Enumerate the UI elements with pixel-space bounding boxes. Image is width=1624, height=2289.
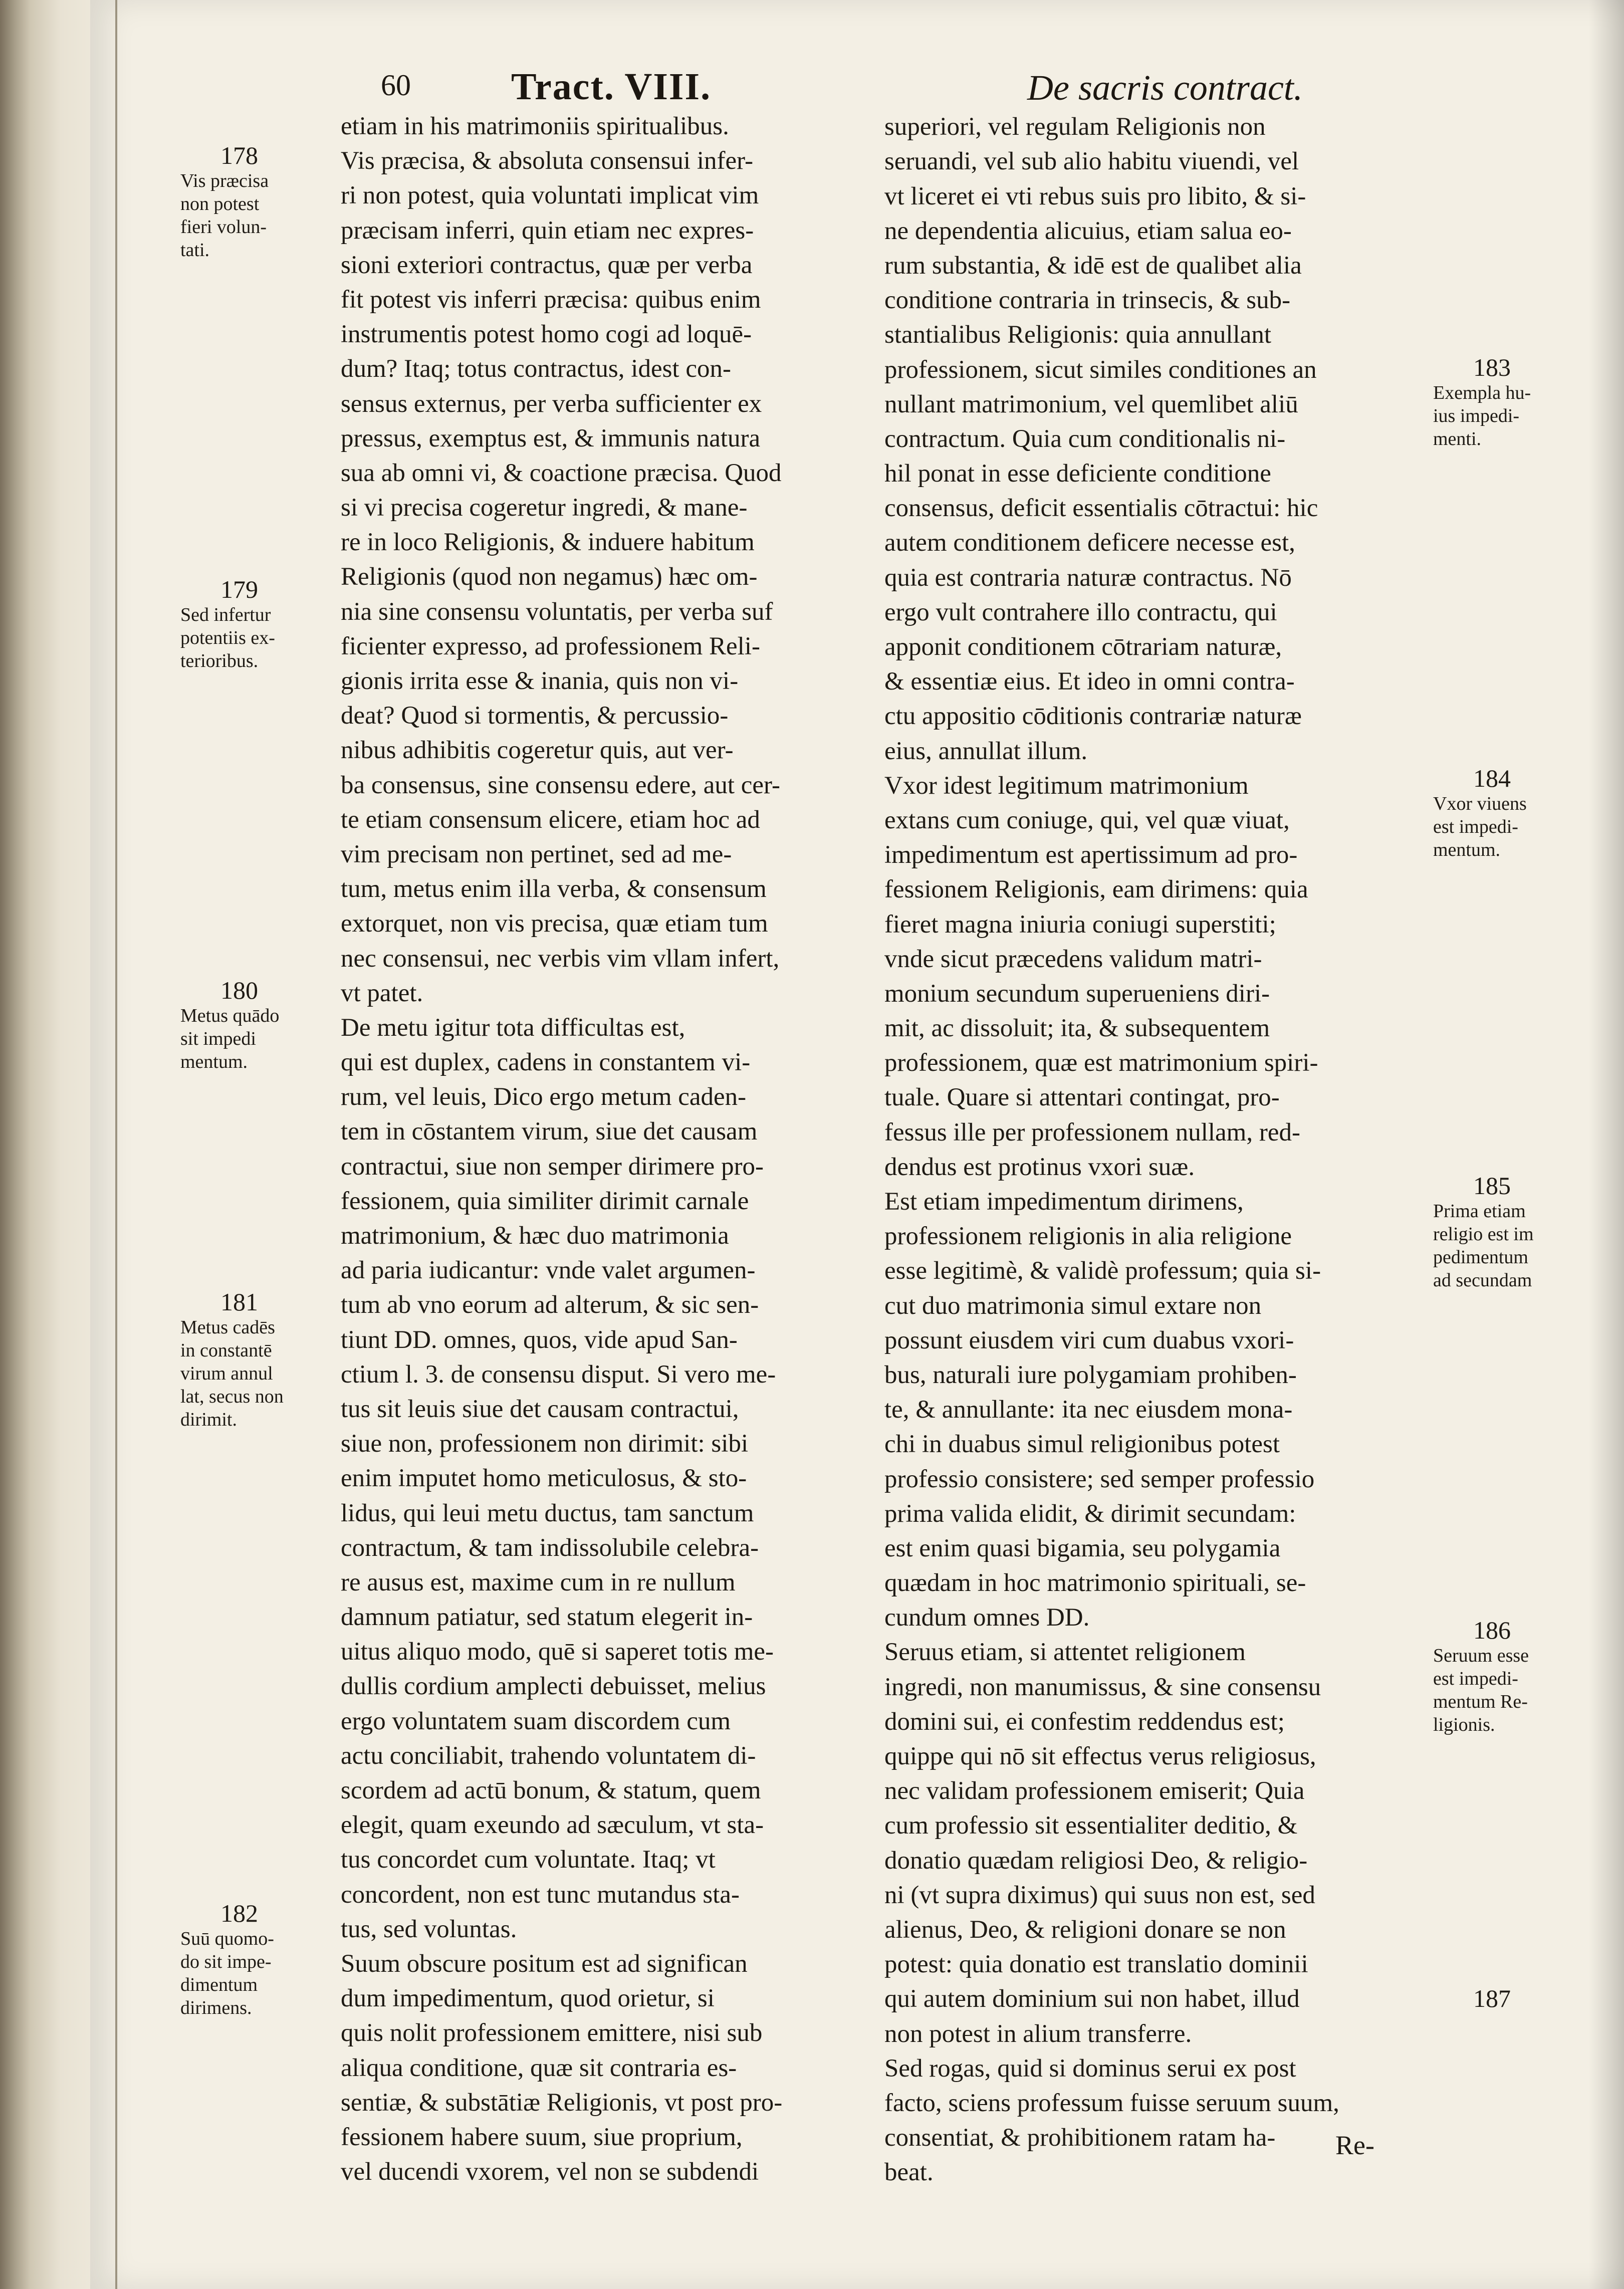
text-line: non potest in alium transferre. [884, 2019, 1192, 2048]
margin-note-180: 180 Metus quādo sit impedi mentum. [180, 976, 280, 1072]
text-line: nec consensui, nec verbis vim vllam infert, [341, 944, 780, 973]
margin-note-182: 182 Suū quomo- do sit impe- dimentum dirimens. [180, 1899, 274, 2018]
catchword: Re- [1335, 2130, 1374, 2160]
text-line: nec validam professionem emiserit; Quia [884, 1777, 1305, 1805]
text-line: ergo vult contrahere illo contractu, qui [884, 598, 1277, 626]
text-line: ad paria iudicantur: vnde valet argumen- [341, 1256, 756, 1285]
text-line: concordent, non est tunc mutandus sta- [341, 1880, 740, 1909]
text-line: enim imputet homo meticulosus, & sto- [341, 1464, 747, 1493]
text-line: ficienter expresso, ad professionem Reli- [341, 632, 760, 660]
text-line: aliqua conditione, quæ sit contraria es- [341, 2053, 737, 2082]
text-line: potest: quia donatio est translatio dominii [884, 1950, 1308, 1979]
right-text-column [884, 75, 1431, 2190]
text-line: vel ducendi vxorem, vel non se subdendi [341, 2158, 759, 2186]
text-line: ni (vt supra diximus) qui suus non est, sed [884, 1881, 1315, 1909]
text-line: ingredi, non manumissus, & sine consensu [884, 1673, 1321, 1701]
gutter-shadow [1589, 0, 1624, 2289]
left-text-column [341, 109, 872, 2189]
text-line: deat? Quod si tormentis, & percussio- [341, 702, 729, 730]
text-line: præcisam inferri, quin etiam nec expres- [341, 216, 754, 245]
margin-note-178: 178 Vis præcisa non potest fieri volun- tati. [180, 141, 269, 261]
text-line: sentiæ, & substātiæ Religionis, vt post pro- [341, 2088, 783, 2117]
text-line: actu conciliabit, trahendo voluntatem di- [341, 1741, 756, 1770]
text-line: nia sine consensu voluntatis, per verba suf [341, 597, 773, 626]
text-line: ctium l. 3. de consensu disput. Si vero me- [341, 1360, 776, 1389]
text-line: dum impedimentum, quod orietur, si [341, 1984, 715, 2013]
text-line: impedimentum est apertissimum ad pro- [884, 841, 1298, 869]
text-line: qui est duplex, cadens in constantem vi- [341, 1048, 751, 1077]
text-line: superiori, vel regulam Religionis non [884, 113, 1266, 141]
text-line: damnum patiatur, sed statum elegerit in- [341, 1603, 753, 1632]
text-line: eius, annullat illum. [884, 737, 1088, 765]
text-line: bus, naturali iure polygamiam prohiben- [884, 1360, 1297, 1389]
text-line: Vis præcisa, & absoluta consensui infer- [341, 147, 754, 175]
text-line: rum substantia, & idē est de qualibet alia [884, 251, 1302, 280]
text-line: mit, ac dissoluit; ita, & subsequentem [884, 1014, 1270, 1043]
margin-note-184: 184 Vxor viuens est impedi- mentum. [1433, 764, 1527, 860]
text-line: cut duo matrimonia simul extare non [884, 1291, 1262, 1320]
text-line: fieret magna iniuria coniugi superstiti; [884, 910, 1276, 939]
margin-note-186: 186 Seruum esse est impedi- mentum Re- ligionis. [1433, 1616, 1529, 1735]
text-line: fessus ille per professionem nullam, red- [884, 1118, 1300, 1147]
text-line: professionem, quæ est matrimonium spiri- [884, 1049, 1318, 1077]
text-line: etiam in his matrimoniis spiritualibus. [341, 112, 729, 140]
text-line: donatio quædam religiosi Deo, & religio- [884, 1846, 1308, 1875]
text-line: apponit conditionem cōtrariam naturæ, [884, 633, 1282, 661]
text-line: re ausus est, maxime cum in re nullum [341, 1568, 736, 1596]
page-fold-line [115, 0, 117, 2289]
text-line: quippe qui nō sit effectus verus religiosus, [884, 1742, 1316, 1770]
text-line: re in loco Religionis, & induere habitum [341, 528, 755, 557]
text-line: esse legitimè, & validè professum; quia si- [884, 1257, 1321, 1285]
text-line: si vi precisa cogeretur ingredi, & mane- [341, 494, 748, 522]
text-line: consensus, deficit essentialis cōtractui: hic [884, 494, 1318, 523]
text-line: scordem ad actū bonum, & statum, quem [341, 1776, 761, 1804]
text-line: instrumentis potest homo cogi ad loquē- [341, 320, 752, 349]
text-line: ne dependentia alicuius, etiam salua eo- [884, 216, 1292, 245]
text-line: autem conditionem deficere necesse est, [884, 529, 1295, 557]
text-line: contractui, siue non semper dirimere pro- [341, 1152, 764, 1181]
text-line: beat. [884, 2158, 934, 2187]
text-line: conditione contraria in trinsecis, & sub- [884, 286, 1291, 315]
text-line: cundum omnes DD. [884, 1604, 1090, 1632]
text-line: vt liceret ei vti rebus suis pro libito, & si- [884, 182, 1306, 210]
text-line: prima valida elidit, & dirimit secundam: [884, 1499, 1296, 1528]
text-line: monium secundum superueniens diri- [884, 979, 1270, 1008]
text-line: te, & annullante: ita nec eiusdem mona- [884, 1396, 1293, 1424]
text-line: vt patet. [341, 979, 423, 1007]
text-line: fessionem habere suum, siue proprium, [341, 2123, 743, 2151]
text-line: ergo voluntatem suam discordem cum [341, 1707, 731, 1735]
text-line: tuale. Quare si attentari contingat, pro- [884, 1083, 1280, 1112]
text-line: Seruus etiam, si attentet religionem [884, 1638, 1246, 1667]
text-line: possunt eiusdem viri cum duabus vxori- [884, 1326, 1294, 1354]
text-line: te etiam consensum elicere, etiam hoc ad [341, 805, 760, 834]
text-line: ctu appositio cōditionis contrariæ naturæ [884, 702, 1302, 731]
text-line: tiunt DD. omnes, quos, vide apud San- [341, 1325, 738, 1354]
text-line: tus sit leuis siue det causam contractui, [341, 1395, 739, 1423]
text-line: elegit, quam exeundo ad sæculum, vt sta- [341, 1811, 764, 1840]
text-line: qui autem dominium sui non habet, illud [884, 1985, 1300, 2013]
text-line: vnde sicut præcedens validum matri- [884, 945, 1262, 973]
text-line: hil ponat in esse deficiente conditione [884, 460, 1271, 488]
text-line: sioni exteriori contractus, quæ per verba [341, 251, 753, 279]
text-line: lidus, qui leui metu ductus, tam sanctum [341, 1499, 754, 1527]
text-line: tum, metus enim illa verba, & consensum [341, 875, 767, 903]
text-line: quia est contraria naturæ contractus. Nō [884, 563, 1292, 592]
text-line: fessionem Religionis, eam dirimens: quia [884, 875, 1308, 904]
text-line: sensus externus, per verba sufficienter ex [341, 389, 762, 418]
text-line: contractum, & tam indissolubile celebra- [341, 1533, 759, 1562]
text-line: ri non potest, quia voluntati implicat vim [341, 181, 759, 210]
text-line: cum professio sit essentialiter deditio, & [884, 1811, 1298, 1840]
text-line: siue non, professionem non dirimit: sibi [341, 1430, 749, 1458]
text-line: professionem religionis in alia religione [884, 1222, 1292, 1251]
text-line: consentiat, & prohibitionem ratam ha- [884, 2124, 1276, 2152]
text-line: ba consensus, sine consensu edere, aut cer- [341, 771, 780, 799]
text-line: dullis cordium amplecti debuisset, melius [341, 1672, 766, 1701]
text-line [884, 75, 1431, 110]
text-line: Vxor idest legitimum matrimonium [884, 771, 1249, 800]
text-line: extans cum coniuge, qui, vel quæ viuat, [884, 806, 1290, 834]
text-line: rum, vel leuis, Dico ergo metum caden- [341, 1083, 747, 1111]
text-line: dendus est protinus vxori suæ. [884, 1153, 1195, 1181]
margin-note-179: 179 Sed infertur potentiis ex- terioribus. [180, 575, 275, 671]
text-line: nullant matrimonium, vel quemlibet aliū [884, 390, 1298, 418]
text-line: alienus, Deo, & religioni donare se non [884, 1915, 1286, 1944]
text-line: tem in cōstantem virum, siue det causam [341, 1117, 758, 1146]
text-line: nibus adhibitis cogeretur quis, aut ver- [341, 736, 734, 765]
page-number: 60 [381, 69, 411, 102]
text-line: professio consistere; sed semper professio [884, 1465, 1315, 1493]
text-line: tus concordet cum voluntate. Itaq; vt [341, 1846, 716, 1874]
text-line: professionem, sicut similes conditiones an [884, 355, 1317, 384]
tract-title: Tract. VIII. [511, 66, 712, 108]
margin-note-185: 185 Prima etiam religio est im pedimentum ad secundam [1433, 1172, 1534, 1291]
text-line: fessionem, quia similiter dirimit carnale [341, 1187, 749, 1215]
text-line: chi in duabus simul religionibus potest [884, 1430, 1280, 1459]
text-line: extorquet, non vis precisa, quæ etiam tum [341, 909, 768, 938]
text-line: contractum. Quia cum conditionalis ni- [884, 424, 1286, 453]
text-line: facto, sciens professum fuisse seruum suum, [884, 2089, 1339, 2117]
text-line: est enim quasi bigamia, seu polygamia [884, 1534, 1281, 1562]
text-line: quædam in hoc matrimonio spirituali, se- [884, 1569, 1306, 1597]
text-line: & essentiæ eius. Et ideo in omni contra- [884, 667, 1295, 696]
text-line: domini sui, ei confestim reddendus est; [884, 1707, 1285, 1736]
text-line: stantialibus Religionis: quia annullant [884, 321, 1271, 349]
text-line: vim precisam non pertinet, sed ad me- [341, 840, 732, 868]
text-line: pressus, exemptus est, & immunis natura [341, 424, 761, 452]
margin-note-181: 181 Metus cadēs in constantē virum annul lat, secus non dirimit. [180, 1288, 284, 1430]
text-line: fit potest vis inferri præcisa: quibus enim [341, 285, 761, 314]
text-line: Sed rogas, quid si dominus serui ex post [884, 2054, 1296, 2083]
text-line: matrimonium, & hæc duo matrimonia [341, 1222, 729, 1250]
margin-note-187: 187 [1473, 1984, 1511, 2012]
running-title: De sacris contract. [1027, 68, 1303, 108]
text-line: De metu igitur tota difficultas est, [341, 1013, 685, 1042]
text-line: uitus aliquo modo, quē si saperet totis me- [341, 1638, 774, 1666]
margin-note-183: 183 Exempla hu- ius impedi- menti. [1433, 353, 1531, 449]
text-line: Religionis (quod non negamus) hæc om- [341, 563, 758, 591]
text-line: sua ab omni vi, & coactione præcisa. Quod [341, 459, 782, 487]
text-line: Suum obscure positum est ad significan [341, 1949, 748, 1978]
text-line: tum ab vno eorum ad alterum, & sic sen- [341, 1291, 759, 1319]
text-line: seruandi, vel sub alio habitu viuendi, vel [884, 147, 1299, 176]
text-line: tus, sed voluntas. [341, 1915, 517, 1943]
text-line: quis nolit professionem emittere, nisi sub [341, 2019, 763, 2047]
page-edge-dark [0, 0, 30, 2289]
text-line: gionis irrita esse & inania, quis non vi- [341, 667, 739, 695]
text-line: dum? Itaq; totus contractus, idest con- [341, 355, 731, 383]
text-line: Est etiam impedimentum dirimens, [884, 1188, 1244, 1216]
